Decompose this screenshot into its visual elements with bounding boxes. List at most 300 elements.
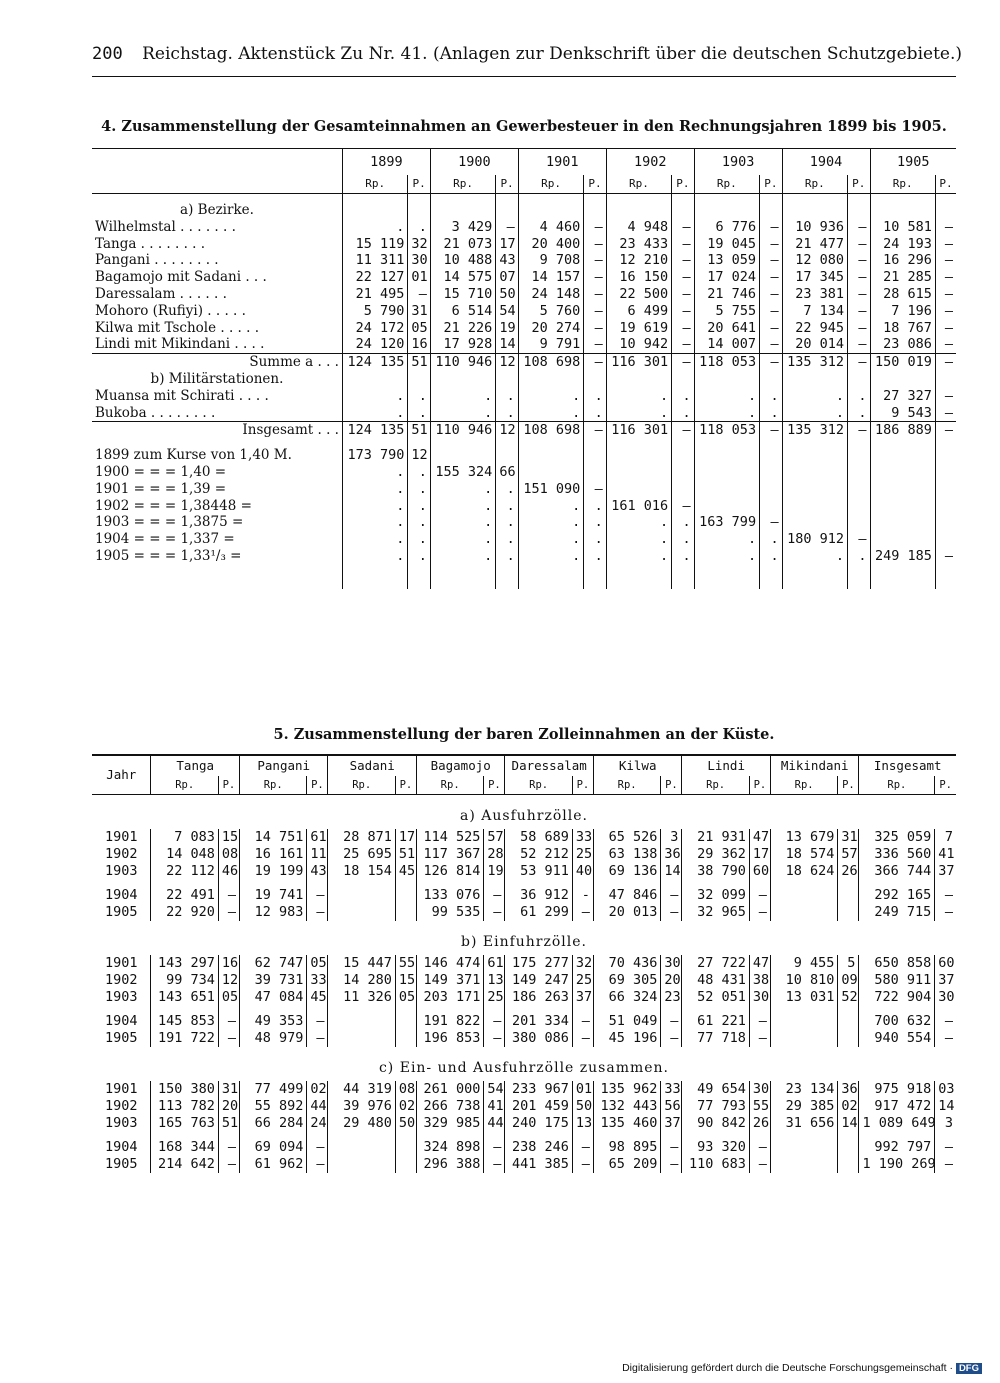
amount-rp: 49 654 — [682, 1081, 749, 1098]
amount-p — [672, 481, 695, 498]
amount-rp — [870, 464, 935, 481]
amount-p — [935, 371, 956, 388]
amount-p — [760, 202, 783, 219]
amount-p: 32 — [572, 955, 593, 972]
amount-p: — — [935, 1139, 956, 1156]
amount-p: — — [935, 269, 956, 286]
amount-p: — — [760, 336, 783, 353]
amount-rp: 151 090 — [518, 481, 583, 498]
amount-p: 12 — [496, 354, 519, 371]
amount-rp: 48 979 — [239, 1030, 306, 1047]
section-title: c) Ein- und Ausfuhrzölle zusammen. — [378, 1059, 670, 1076]
amount-p: . — [584, 514, 607, 531]
amount-p: 44 — [484, 1115, 505, 1132]
row-year: 1905 — [104, 904, 138, 921]
spacer-cell — [593, 1005, 660, 1013]
amount-rp: 196 853 — [416, 1030, 483, 1047]
table5-unit-p: P. — [661, 776, 682, 795]
amount-rp: 20 641 — [694, 320, 759, 337]
amount-p: 01 — [408, 269, 431, 286]
amount-p — [395, 1030, 416, 1047]
amount-p: 33 — [661, 1081, 682, 1098]
amount-p: — — [218, 1139, 239, 1156]
amount-p: . — [760, 405, 783, 422]
header-rule — [92, 76, 956, 77]
page-number: 200 — [92, 44, 123, 64]
dfg-logo: DFG — [956, 1363, 982, 1374]
amount-rp: 5 790 — [342, 303, 407, 320]
amount-p: 25 — [572, 972, 593, 989]
spacer-cell — [430, 194, 495, 203]
spacer-cell — [859, 1005, 935, 1013]
amount-p: — — [760, 219, 783, 236]
amount-rp — [782, 514, 847, 531]
spacer-cell — [838, 1131, 859, 1139]
amount-rp: 20 274 — [518, 320, 583, 337]
amount-p: 05 — [307, 955, 328, 972]
amount-rp: . — [342, 388, 407, 405]
spacer-cell — [584, 581, 607, 589]
amount-rp: 3 429 — [430, 219, 495, 236]
amount-p: — — [218, 904, 239, 921]
amount-p: — — [661, 1030, 682, 1047]
table5-unit-rp: Rp. — [770, 776, 837, 795]
amount-rp: 19 619 — [606, 320, 671, 337]
amount-p: 02 — [307, 1081, 328, 1098]
table5-unit-rp: Rp. — [239, 776, 306, 795]
amount-p: — — [935, 887, 956, 904]
spacer-cell — [342, 565, 407, 573]
spacer-cell — [935, 879, 956, 887]
amount-rp: 191 822 — [416, 1013, 483, 1030]
amount-rp: 135 312 — [782, 422, 847, 439]
table-row — [92, 447, 956, 464]
table4-unit-p: P. — [408, 175, 431, 194]
amount-p: . — [848, 405, 871, 422]
amount-p: — — [935, 1030, 956, 1047]
amount-rp — [782, 371, 847, 388]
amount-rp: . — [694, 388, 759, 405]
table-row — [92, 202, 956, 219]
amount-rp: 161 016 — [606, 498, 671, 515]
amount-rp: 917 472 — [859, 1098, 935, 1115]
amount-rp — [770, 1030, 837, 1047]
amount-rp — [782, 202, 847, 219]
row-year: 1902 — [104, 971, 138, 988]
table-row — [92, 887, 956, 904]
amount-p: — — [218, 1156, 239, 1173]
table-row — [92, 1156, 956, 1173]
spacer-cell — [416, 879, 483, 887]
spacer-cell — [328, 879, 395, 887]
amount-rp: 14 575 — [430, 269, 495, 286]
table4-year-header: 1902 — [606, 149, 694, 176]
amount-rp: 25 695 — [328, 846, 395, 863]
spacer-cell — [496, 565, 519, 573]
amount-rp — [870, 498, 935, 515]
spacer-cell — [870, 581, 935, 589]
amount-p: 37 — [661, 1115, 682, 1132]
spacer-cell — [672, 581, 695, 589]
row-year: 1904 — [104, 1139, 138, 1156]
amount-rp: 12 080 — [782, 252, 847, 269]
table5-unit-p: P. — [395, 776, 416, 795]
amount-p: — — [749, 904, 770, 921]
amount-p: 50 — [395, 1115, 416, 1132]
row-label: Summe a . . . — [92, 354, 342, 371]
spacer-cell — [430, 565, 495, 573]
amount-rp: 6 514 — [430, 303, 495, 320]
amount-rp: . — [518, 531, 583, 548]
spacer-cell — [694, 565, 759, 573]
amount-p: — — [760, 354, 783, 371]
table5-unit-rp: Rp. — [505, 776, 572, 795]
row-year: 1903 — [104, 862, 138, 879]
amount-p: 52 — [838, 989, 859, 1006]
amount-p: — — [848, 303, 871, 320]
amount-p: 3 — [661, 829, 682, 846]
spacer-cell — [935, 439, 956, 447]
amount-p: — — [760, 320, 783, 337]
spacer-cell — [870, 439, 935, 447]
amount-rp: 27 722 — [682, 955, 749, 972]
spacer-cell — [848, 565, 871, 573]
amount-rp: 238 246 — [505, 1139, 572, 1156]
table5 — [92, 754, 956, 1173]
amount-p — [935, 514, 956, 531]
amount-p: . — [584, 531, 607, 548]
amount-p: — — [572, 1139, 593, 1156]
spacer-cell — [92, 581, 342, 589]
amount-rp: 15 710 — [430, 286, 495, 303]
amount-p: — — [584, 320, 607, 337]
amount-p: — — [584, 252, 607, 269]
spacer-cell — [92, 1005, 151, 1013]
amount-rp: . — [342, 548, 407, 565]
amount-p: — — [661, 1156, 682, 1173]
amount-rp: 266 738 — [416, 1098, 483, 1115]
amount-rp: 31 656 — [770, 1115, 837, 1132]
spacer-cell — [782, 565, 847, 573]
amount-p: — — [672, 354, 695, 371]
table4-unit-p: P. — [496, 175, 519, 194]
amount-rp: 45 196 — [593, 1030, 660, 1047]
table-row — [92, 422, 956, 439]
amount-rp: 173 790 — [342, 447, 407, 464]
row-year: 1902 — [104, 1097, 138, 1114]
amount-rp — [770, 887, 837, 904]
amount-rp: 36 912 — [505, 887, 572, 904]
amount-rp: 240 175 — [505, 1115, 572, 1132]
amount-p: . — [408, 405, 431, 422]
row-year: 1904 — [104, 1013, 138, 1030]
row-label: 1899 zum Kurse von 1,40 M. — [95, 447, 292, 464]
amount-p: — — [935, 904, 956, 921]
amount-p: 36 — [838, 1081, 859, 1098]
amount-rp: 10 936 — [782, 219, 847, 236]
table4-year-header: 1901 — [518, 149, 606, 176]
page-header — [92, 44, 972, 64]
spacer-cell — [328, 1131, 395, 1139]
spacer-cell — [838, 1005, 859, 1013]
amount-p: 31 — [218, 1081, 239, 1098]
amount-p: — — [572, 1030, 593, 1047]
amount-rp — [328, 887, 395, 904]
amount-rp: . — [518, 405, 583, 422]
amount-rp: 19 045 — [694, 236, 759, 253]
row-label: a) Bezirke. — [180, 202, 254, 218]
amount-p: 14 — [935, 1098, 956, 1115]
amount-p: 54 — [484, 1081, 505, 1098]
amount-p: . — [584, 498, 607, 515]
amount-rp: 110 683 — [682, 1156, 749, 1173]
amount-p: . — [672, 514, 695, 531]
amount-rp: 21 073 — [430, 236, 495, 253]
amount-p — [838, 1139, 859, 1156]
amount-rp — [870, 202, 935, 219]
spacer-cell — [694, 439, 759, 447]
amount-p: — — [484, 1013, 505, 1030]
table4-unit-rp: Rp. — [606, 175, 671, 194]
amount-p: — — [584, 336, 607, 353]
amount-p: — — [484, 887, 505, 904]
amount-rp: 650 858 — [859, 955, 935, 972]
amount-rp: 168 344 — [151, 1139, 218, 1156]
amount-p: — — [848, 219, 871, 236]
table-row — [92, 388, 956, 405]
amount-p: — — [760, 236, 783, 253]
amount-rp: . — [694, 531, 759, 548]
amount-rp: 149 247 — [505, 972, 572, 989]
amount-rp: 180 912 — [782, 531, 847, 548]
amount-p: 17 — [749, 846, 770, 863]
amount-p: — — [661, 1139, 682, 1156]
amount-p — [584, 371, 607, 388]
amount-p: — — [484, 904, 505, 921]
amount-rp: 117 367 — [416, 846, 483, 863]
amount-rp: 9 708 — [518, 252, 583, 269]
amount-p: . — [496, 388, 519, 405]
table-row — [92, 303, 956, 320]
table5-column-header: Bagamojo — [416, 755, 504, 776]
amount-p: — — [760, 422, 783, 439]
spacer-cell — [151, 1005, 218, 1013]
amount-rp: 17 345 — [782, 269, 847, 286]
amount-p: — — [848, 320, 871, 337]
amount-p — [584, 447, 607, 464]
spacer-cell — [307, 879, 328, 887]
amount-rp: 13 059 — [694, 252, 759, 269]
amount-rp — [694, 371, 759, 388]
amount-p: — — [848, 286, 871, 303]
amount-rp: 18 574 — [770, 846, 837, 863]
amount-rp: 700 632 — [859, 1013, 935, 1030]
row-label: Bagamojo mit Sadani . . . — [95, 269, 267, 286]
spacer-cell — [760, 573, 783, 581]
amount-rp — [606, 202, 671, 219]
amount-rp: 9 791 — [518, 336, 583, 353]
table4-unit-rp: Rp. — [694, 175, 759, 194]
amount-rp: 22 491 — [151, 887, 218, 904]
amount-p: 61 — [307, 829, 328, 846]
amount-rp: 24 172 — [342, 320, 407, 337]
spacer-cell — [606, 581, 671, 589]
row-year: 1905 — [104, 1156, 138, 1173]
amount-p: 54 — [496, 303, 519, 320]
amount-p: . — [672, 405, 695, 422]
amount-p: 44 — [307, 1098, 328, 1115]
amount-rp: 6 776 — [694, 219, 759, 236]
table5-unit-p: P. — [749, 776, 770, 795]
spacer-cell — [935, 1005, 956, 1013]
amount-rp: 17 024 — [694, 269, 759, 286]
amount-rp: 116 301 — [606, 422, 671, 439]
spacer-cell — [682, 1005, 749, 1013]
spacer-cell — [593, 1131, 660, 1139]
amount-rp: . — [342, 464, 407, 481]
amount-rp: 24 193 — [870, 236, 935, 253]
spacer-cell — [395, 1131, 416, 1139]
amount-rp — [870, 514, 935, 531]
row-year: 1901 — [104, 1080, 138, 1097]
amount-p: . — [760, 548, 783, 565]
amount-p: — — [218, 1030, 239, 1047]
amount-rp — [782, 447, 847, 464]
amount-p — [848, 464, 871, 481]
amount-p: 28 — [484, 846, 505, 863]
spacer-cell — [584, 439, 607, 447]
amount-rp: 110 946 — [430, 422, 495, 439]
amount-p — [408, 202, 431, 219]
amount-p — [838, 1030, 859, 1047]
amount-p — [760, 464, 783, 481]
row-label: Kilwa mit Tschole . . . . . — [95, 319, 260, 336]
amount-p: — — [218, 887, 239, 904]
amount-rp: 47 084 — [239, 989, 306, 1006]
table4-unit-rp: Rp. — [870, 175, 935, 194]
amount-rp: 63 138 — [593, 846, 660, 863]
amount-p: . — [408, 531, 431, 548]
amount-p — [935, 498, 956, 515]
amount-rp: 940 554 — [859, 1030, 935, 1047]
amount-rp: . — [518, 548, 583, 565]
amount-rp: 6 499 — [606, 303, 671, 320]
amount-rp: 7 134 — [782, 303, 847, 320]
amount-rp: 90 842 — [682, 1115, 749, 1132]
amount-rp: 149 371 — [416, 972, 483, 989]
spacer-row — [92, 565, 956, 573]
amount-p: 37 — [935, 863, 956, 880]
amount-rp: 17 928 — [430, 336, 495, 353]
amount-rp: 22 945 — [782, 320, 847, 337]
table-row — [92, 1030, 956, 1047]
amount-rp: 66 324 — [593, 989, 660, 1006]
amount-p — [848, 371, 871, 388]
amount-rp: 38 790 — [682, 863, 749, 880]
amount-p: 20 — [218, 1098, 239, 1115]
spacer-row — [92, 439, 956, 447]
amount-p: . — [408, 219, 431, 236]
amount-p: — — [584, 236, 607, 253]
spacer-cell — [935, 194, 956, 203]
spacer-cell — [151, 879, 218, 887]
spacer-cell — [572, 1131, 593, 1139]
amount-p: — — [572, 1013, 593, 1030]
row-label: Lindi mit Mikindani . . . . — [95, 336, 265, 353]
table5-column-header: Mikindani — [770, 755, 859, 776]
amount-rp: 203 171 — [416, 989, 483, 1006]
amount-rp: 65 526 — [593, 829, 660, 846]
amount-p: — — [848, 252, 871, 269]
spacer-cell — [518, 581, 583, 589]
amount-p: 51 — [408, 354, 431, 371]
amount-p — [760, 498, 783, 515]
spacer-cell — [782, 573, 847, 581]
amount-p — [584, 202, 607, 219]
spacer-cell — [782, 194, 847, 203]
spacer-cell — [760, 194, 783, 203]
amount-p: 31 — [408, 303, 431, 320]
amount-p: — — [584, 219, 607, 236]
amount-p: 02 — [395, 1098, 416, 1115]
table-row — [92, 320, 956, 337]
amount-rp: . — [430, 514, 495, 531]
spacer-cell — [430, 573, 495, 581]
amount-rp: . — [342, 219, 407, 236]
amount-rp: 19 741 — [239, 887, 306, 904]
table-row — [92, 252, 956, 269]
amount-rp: 19 199 — [239, 863, 306, 880]
amount-p — [584, 464, 607, 481]
spacer-cell — [606, 194, 671, 203]
spacer-cell — [859, 1131, 935, 1139]
amount-p: — — [584, 481, 607, 498]
amount-p: 43 — [496, 252, 519, 269]
amount-p: — — [672, 498, 695, 515]
spacer-cell — [92, 1131, 151, 1139]
spacer-cell — [935, 573, 956, 581]
amount-p: — — [749, 1030, 770, 1047]
amount-p: 41 — [484, 1098, 505, 1115]
amount-p — [672, 371, 695, 388]
amount-p — [395, 904, 416, 921]
amount-rp — [328, 904, 395, 921]
table5-column-header: Kilwa — [593, 755, 682, 776]
spacer-cell — [848, 581, 871, 589]
spacer-cell — [606, 439, 671, 447]
amount-p: 60 — [749, 863, 770, 880]
amount-p: — — [749, 1013, 770, 1030]
amount-rp: 24 120 — [342, 336, 407, 353]
amount-p: — — [935, 252, 956, 269]
amount-rp: 77 793 — [682, 1098, 749, 1115]
table5-unit-rp: Rp. — [682, 776, 749, 795]
amount-rp: . — [430, 405, 495, 422]
amount-rp: 1 089 649 — [859, 1115, 935, 1132]
spacer-cell — [218, 1131, 239, 1139]
amount-p: . — [848, 548, 871, 565]
amount-rp: 20 400 — [518, 236, 583, 253]
amount-rp — [606, 481, 671, 498]
amount-rp: 722 904 — [859, 989, 935, 1006]
amount-p: — — [935, 422, 956, 439]
spacer-cell — [307, 1131, 328, 1139]
amount-p: 31 — [838, 829, 859, 846]
amount-p: — — [848, 336, 871, 353]
amount-rp: . — [342, 405, 407, 422]
amount-rp: 126 814 — [416, 863, 483, 880]
amount-rp: 69 305 — [593, 972, 660, 989]
